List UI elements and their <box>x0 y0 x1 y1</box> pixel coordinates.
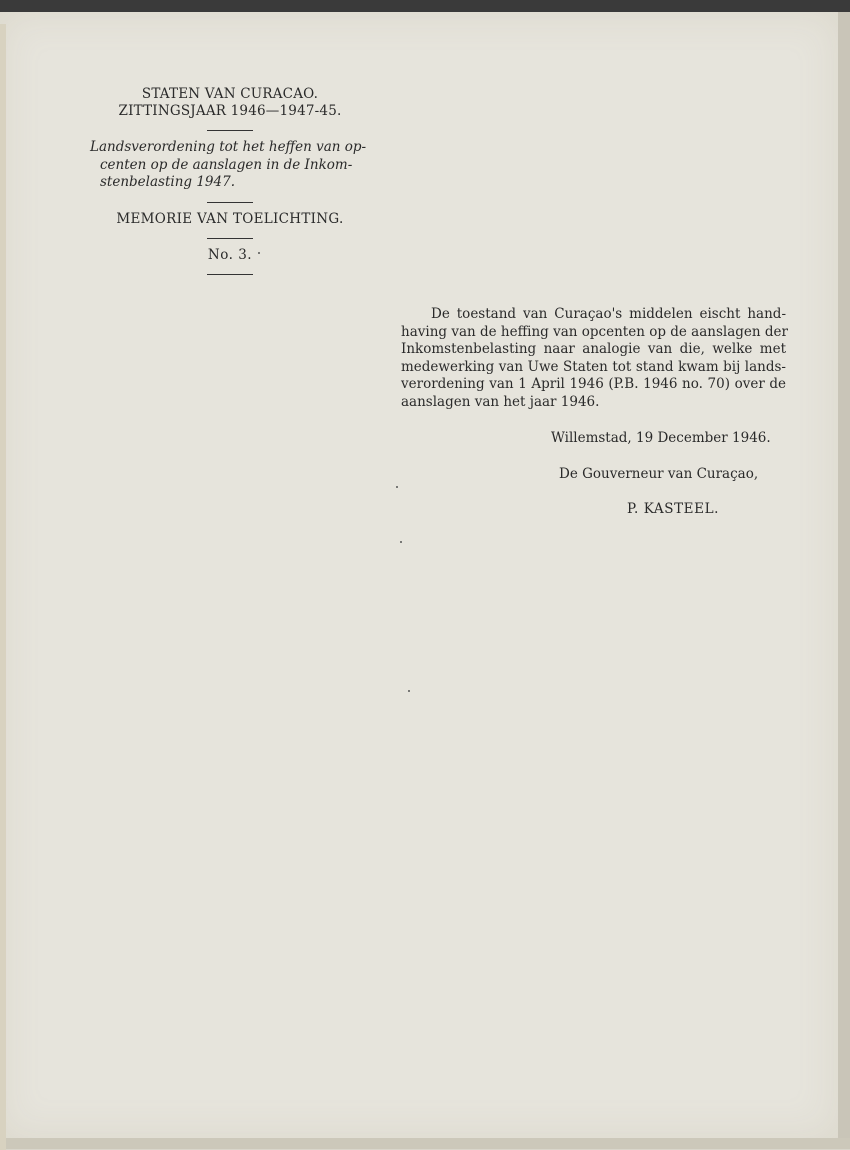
page-left-edge <box>0 24 6 1150</box>
paper-speck <box>258 252 260 254</box>
paragraph-line: aanslagen van het jaar 1946. <box>401 393 600 410</box>
header-rule <box>207 130 253 131</box>
paragraph-line: verordening van 1 April 1946 (P.B. 1946 no. 70) over de <box>401 376 786 392</box>
paragraph-line: De toestand van Curaçao's middelen eischt hand- <box>431 306 786 322</box>
header-rule <box>207 238 253 239</box>
paragraph-line: Inkomstenbelasting naar analogie van die, welke met <box>401 341 786 357</box>
signature-role: De Gouverneur van Curaçao, <box>559 466 759 482</box>
signature-name: P. KASTEEL. <box>627 501 720 517</box>
ordinance-title-line: centen op de aanslagen in de Inkom- <box>100 156 353 173</box>
document-number: No. 3. <box>207 246 253 263</box>
scan-bottom-border <box>0 1138 850 1149</box>
document-page <box>0 12 838 1138</box>
ordinance-title-line: Landsverordening tot het heffen van op- <box>90 139 367 155</box>
header-line-zittingsjaar: ZITTINGSJAAR 1946—1947-45. <box>118 103 342 119</box>
paragraph-line: having van de heffing van opcenten op de aanslagen der <box>401 323 788 340</box>
explanation-paragraph <box>401 306 786 411</box>
ordinance-title-line: stenbelasting 1947. <box>100 174 235 190</box>
header-rule <box>207 202 253 203</box>
header-line-staten: STATEN VAN CURACAO. <box>141 86 319 102</box>
paragraph-line: medewerking van Uwe Staten tot stand kwam bij lands- <box>401 358 786 375</box>
ordinance-title <box>90 139 370 192</box>
paper-speck <box>408 690 410 692</box>
header-rule <box>207 274 253 275</box>
paper-speck <box>396 486 398 488</box>
memorie-heading: MEMORIE VAN TOELICHTING. <box>116 210 344 227</box>
paper-speck <box>400 541 402 543</box>
scan-top-border <box>0 0 850 12</box>
signature-place-date: Willemstad, 19 December 1946. <box>551 430 771 446</box>
document-header <box>90 86 370 283</box>
